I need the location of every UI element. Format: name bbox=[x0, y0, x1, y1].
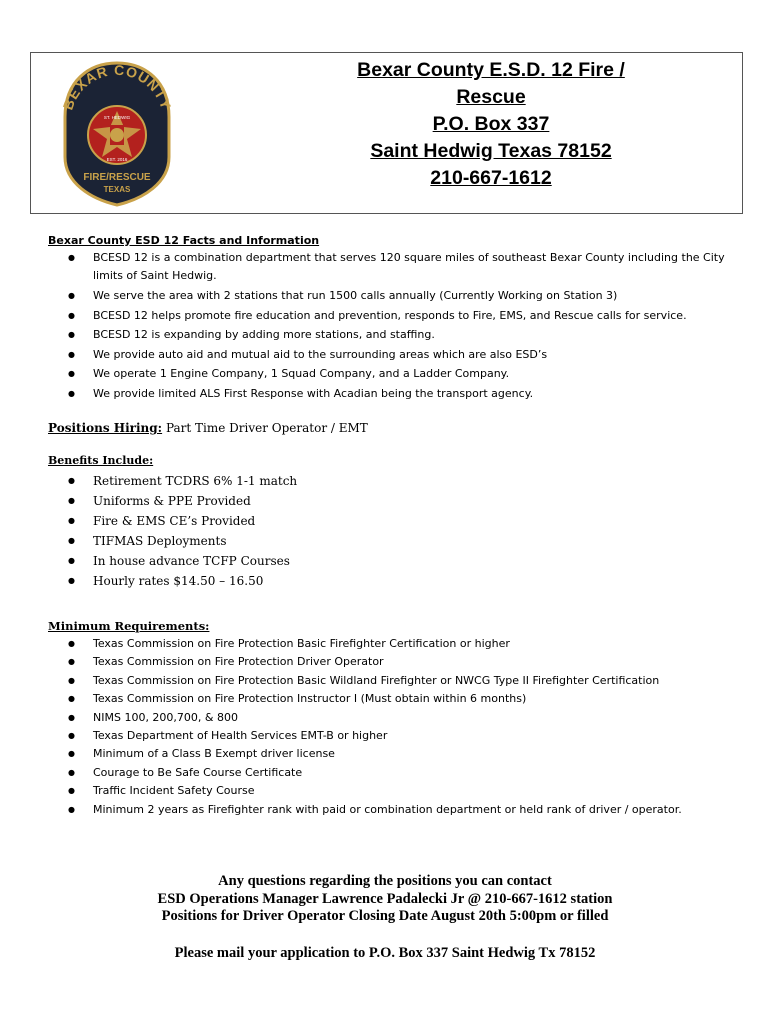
list-item: ● We operate 1 Engine Company, 1 Squad Company, and a Ladder Company. bbox=[48, 364, 748, 384]
list-item: ● NIMS 100, 200,700, & 800 bbox=[48, 709, 748, 727]
letterhead-box bbox=[30, 52, 743, 214]
list-item: ● Retirement TCDRS 6% 1-1 match bbox=[48, 471, 548, 491]
logo-est-text: EST. 2016 bbox=[106, 157, 128, 162]
closing-date-line: Positions for Driver Operator Closing Date August 20th 5:00pm or filled bbox=[161, 908, 609, 924]
list-item: ● BCESD 12 helps promote fire education and prevention, responds to Fire, EMS, and Rescue calls for service. bbox=[48, 306, 748, 326]
contact-line: Any questions regarding the positions you can contact bbox=[218, 873, 552, 889]
mail-instructions: Please mail your application to P.O. Box 337 Saint Hedwig Tx 78152 bbox=[174, 944, 596, 961]
list-item: ● In house advance TCFP Courses bbox=[48, 551, 548, 571]
list-item: ● Texas Commission on Fire Protection Instructor I (Must obtain within 6 months) bbox=[48, 690, 748, 708]
list-item: ● We provide limited ALS First Response with Acadian being the transport agency. bbox=[48, 384, 748, 404]
positions-hiring bbox=[48, 421, 368, 435]
fire-department-badge-logo bbox=[57, 59, 177, 209]
logo-top-text: BEXAR COUNTY bbox=[59, 61, 175, 112]
list-item: ● TIFMAS Deployments bbox=[48, 531, 548, 551]
benefits-heading: Benefits Include: bbox=[48, 454, 154, 467]
city-state-zip: Saint Hedwig Texas 78152 bbox=[370, 140, 612, 162]
positions-label: Positions Hiring: bbox=[48, 421, 163, 435]
list-item: ● We provide auto aid and mutual aid to the surrounding areas which are also ESD’s bbox=[48, 345, 748, 365]
list-item: ● Fire & EMS CE’s Provided bbox=[48, 511, 548, 531]
facts-section bbox=[48, 234, 748, 403]
logo-bottom-text: FIRE/RESCUE bbox=[83, 172, 151, 183]
list-item: ● Hourly rates $14.50 – 16.50 bbox=[48, 571, 548, 591]
facts-list bbox=[48, 249, 748, 403]
facts-heading: Bexar County ESD 12 Facts and Information bbox=[48, 234, 320, 247]
list-item: ● Texas Commission on Fire Protection Basic Wildland Firefighter or NWCG Type II Firefighter Certification bbox=[48, 672, 748, 690]
contact-footer bbox=[0, 873, 770, 962]
list-item: ● Minimum of a Class B Exempt driver license bbox=[48, 745, 748, 763]
list-item: ● Texas Commission on Fire Protection Basic Firefighter Certification or higher bbox=[48, 635, 748, 653]
list-item: ● We serve the area with 2 stations that run 1500 calls annually (Currently Working on Station 3) bbox=[48, 286, 748, 306]
letterhead-title bbox=[321, 57, 661, 192]
requirements-list bbox=[48, 635, 748, 819]
list-item: ● Minimum 2 years as Firefighter rank with paid or combination department or held rank of driver / operator. bbox=[48, 801, 748, 819]
list-item: ● Texas Commission on Fire Protection Driver Operator bbox=[48, 653, 748, 671]
phone-number: 210-667-1612 bbox=[430, 167, 552, 189]
po-box: P.O. Box 337 bbox=[432, 113, 550, 135]
list-item: ● Traffic Incident Safety Course bbox=[48, 782, 748, 800]
benefits-list bbox=[48, 471, 548, 591]
department-name: Bexar County E.S.D. 12 Fire / Rescue bbox=[357, 59, 625, 108]
list-item: ● Texas Department of Health Services EMT-B or higher bbox=[48, 727, 748, 745]
logo-state-text: TEXAS bbox=[103, 185, 131, 194]
list-item: ● Courage to Be Safe Course Certificate bbox=[48, 764, 748, 782]
requirements-heading: Minimum Requirements: bbox=[48, 619, 210, 633]
requirements-section bbox=[48, 619, 748, 819]
list-item: ● BCESD 12 is expanding by adding more stations, and staffing. bbox=[48, 325, 748, 345]
benefits-section bbox=[48, 454, 548, 591]
logo-inner-text: ST. HEDWIG bbox=[103, 115, 131, 120]
positions-value: Part Time Driver Operator / EMT bbox=[165, 421, 368, 435]
list-item: ● Uniforms & PPE Provided bbox=[48, 491, 548, 511]
list-item: ● BCESD 12 is a combination department that serves 120 square miles of southeast Bexar County including the City limits of Saint Hedwig. bbox=[48, 249, 748, 285]
contact-line: ESD Operations Manager Lawrence Padalecki Jr @ 210-667-1612 station bbox=[157, 890, 613, 907]
